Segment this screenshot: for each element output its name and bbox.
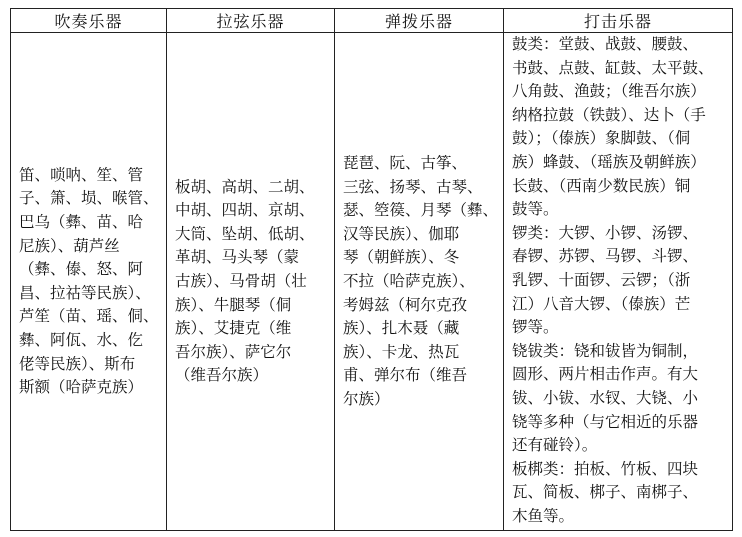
instrument-table [10, 8, 733, 531]
content-row [11, 33, 733, 531]
wind-line: 昌、拉祜等民族）、 [19, 283, 151, 302]
cell-plucked [335, 33, 504, 531]
percussion-line: 钹、小钹、水钗、大铙、小 [512, 388, 699, 407]
wind-line: 彝、阿佤、水、仡 [19, 330, 144, 349]
bowed-line: 吾尔族）、萨它尔 [175, 342, 292, 361]
percussion-line: 铙钹类：铙和钹皆为铜制， [512, 341, 699, 360]
header-wind: 吹奏乐器 [11, 9, 167, 33]
percussion-line: 板梆类：拍板、竹板、四块 [512, 459, 699, 478]
bowed-line: 族）、艾捷克（维 [175, 319, 292, 338]
wind-line: 斯额（哈萨克族） [19, 378, 144, 397]
percussion-line: 纳格拉鼓（铁鼓）、达卜（手 [512, 105, 706, 124]
percussion-line: 春锣、苏锣、马锣、斗锣、 [512, 247, 699, 266]
plucked-line: 琴（朝鲜族）、冬 [343, 248, 460, 267]
cell-wind [11, 33, 167, 531]
percussion-line: 瓦、简板、梆子、南梆子、 [512, 483, 699, 502]
bowed-line: 大筒、坠胡、低胡、 [175, 224, 315, 243]
wind-line: 子、箫、埙、喉管、 [19, 189, 159, 208]
percussion-line: 木鱼等。 [512, 506, 575, 525]
bowed-line: （维吾尔族） [175, 366, 269, 385]
plucked-line: 族）、卡龙、热瓦 [343, 342, 460, 361]
wind-line: 尼族）、葫芦丝 [19, 236, 120, 255]
header-percussion: 打击乐器 [504, 9, 733, 33]
percussion-line: 锣等。 [512, 318, 559, 337]
percussion-line: 锣类：大锣、小锣、汤锣、 [512, 223, 699, 242]
wind-line: 芦笙（苗、瑶、侗、 [19, 307, 159, 326]
header-row [11, 9, 733, 33]
bowed-line: 革胡、马头琴（蒙 [175, 248, 300, 267]
wind-line: 笛、唢呐、笙、管 [19, 165, 144, 184]
plucked-line: 汉等民族）、伽耶 [343, 224, 460, 243]
cell-bowed [167, 33, 335, 531]
plucked-line: 考姆兹（柯尔克孜 [343, 295, 468, 314]
plucked-line: 不拉（哈萨克族）、 [343, 271, 475, 290]
percussion-line: 书鼓、点鼓、缸鼓、太平鼓、 [512, 58, 714, 77]
percussion-line: 圆形、两片相击作声。有大 [512, 365, 699, 384]
bowed-line: 族）、牛腿琴（侗 [175, 295, 292, 314]
wind-line: （彝、傣、怒、阿 [19, 260, 144, 279]
percussion-line: 江）八音大锣、（傣族）芒 [512, 294, 691, 313]
percussion-line: 鼓）；（傣族）象脚鼓、（侗 [512, 129, 691, 148]
percussion-line: 铙等多种（与它相近的乐器 [512, 412, 699, 431]
bowed-line: 板胡、高胡、二胡、 [175, 177, 315, 196]
wind-line: 巴乌（彝、苗、哈 [19, 212, 144, 231]
plucked-line: 族）、扎木聂（藏 [343, 319, 460, 338]
wind-line: 佬等民族）、斯布 [19, 354, 136, 373]
percussion-line: 鼓等。 [512, 200, 559, 219]
plucked-line: 甫、弹尔布（维吾 [343, 366, 468, 385]
percussion-line: 还有碰铃）。 [512, 436, 598, 455]
bowed-line: 中胡、四胡、京胡、 [175, 201, 315, 220]
header-plucked: 弹拨乐器 [335, 9, 504, 33]
plucked-line: 三弦、扬琴、古琴、 [343, 177, 483, 196]
percussion-line: 长鼓、（西南少数民族）铜 [512, 176, 691, 195]
percussion-line: 鼓类：堂鼓、战鼓、腰鼓、 [512, 35, 699, 53]
bowed-line: 古族）、马骨胡（壮 [175, 271, 307, 290]
cell-percussion [504, 33, 733, 531]
plucked-line: 琵琶、阮、古筝、 [343, 153, 468, 172]
header-bowed: 拉弦乐器 [167, 9, 335, 33]
percussion-line: 族）蜂鼓、（瑶族及朝鲜族） [512, 152, 706, 171]
plucked-line: 瑟、箜篌、月琴（彝、 [343, 201, 499, 220]
plucked-line: 尔族） [343, 389, 390, 408]
percussion-line: 八角鼓、渔鼓；（维吾尔族） [512, 82, 706, 101]
percussion-line: 乳锣、十面锣、云锣；（浙 [512, 270, 691, 289]
